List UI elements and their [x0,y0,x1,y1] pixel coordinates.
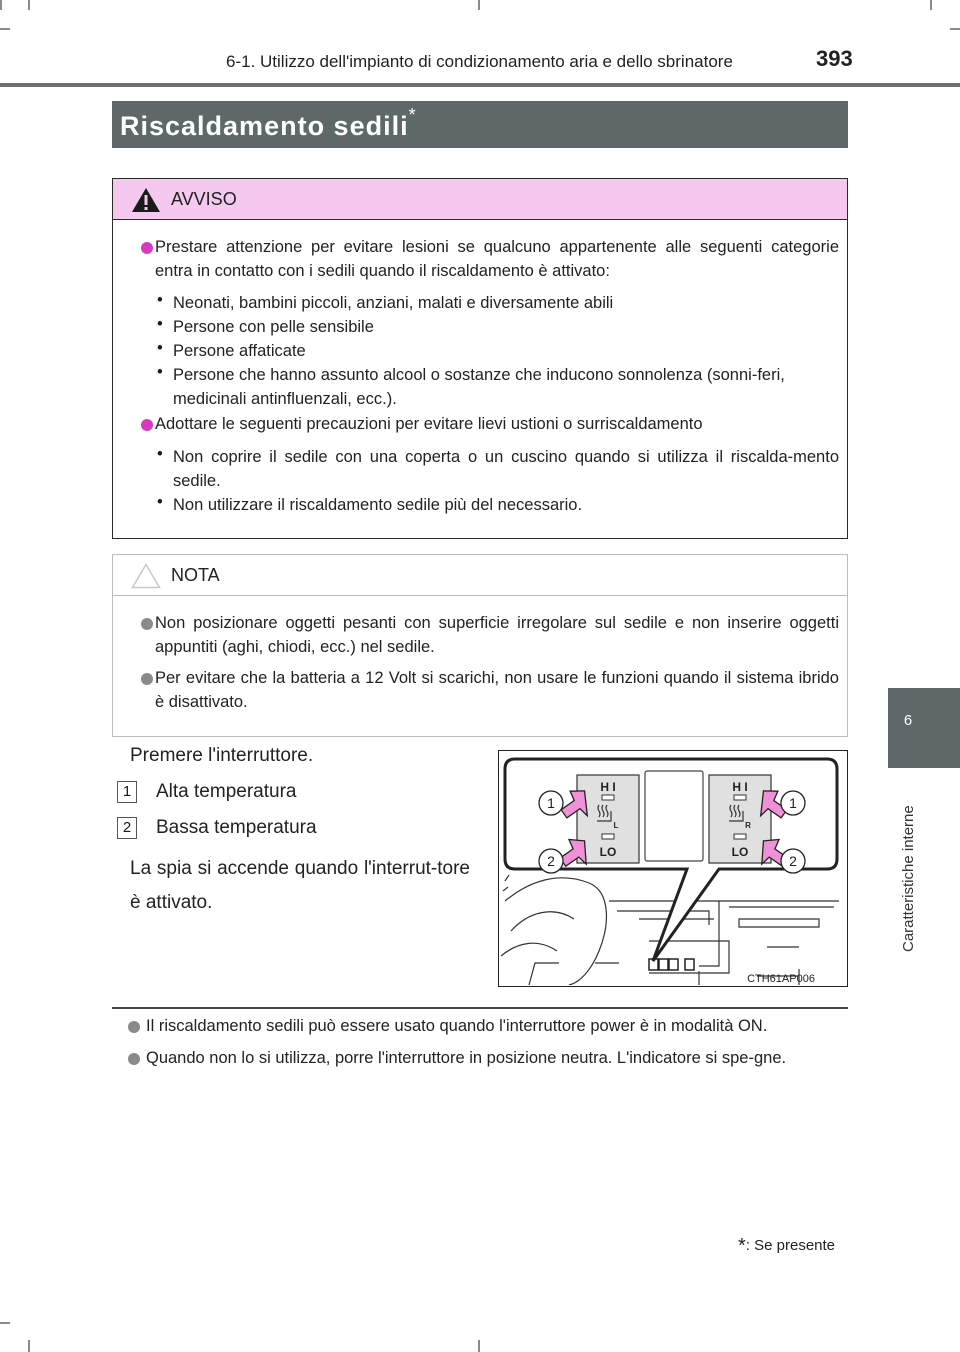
right-hi-label: H I [732,780,748,794]
dot-icon: • [157,339,163,357]
warning-subitem: Non coprire il sedile con una coperta o un cuscino quando si utilizza il riscalda-mento sedile. [173,448,839,490]
section-title [112,101,848,148]
left-hi-label: H I [600,780,616,794]
right-seat-letter: R [745,821,751,830]
warning-item-2: Adottare le seguenti precauzioni per evitare lievi ustioni o surriscaldamento [155,415,703,433]
warning-subitem: Non utilizzare il riscaldamento sedile più del necessario. [173,496,583,514]
crop-mark [930,0,932,10]
crop-mark [28,0,30,10]
warning-subitem: Persone con pelle sensibile [173,318,374,336]
indicator-note: La spia si accende quando l'interrut-tore è attivato. [130,858,470,913]
left-seat-letter: L [613,821,619,830]
chapter-tab-label-text: Caratteristiche interne [900,805,917,952]
section-separator [112,1007,848,1009]
notice-item-2: Per evitare che la batteria a 12 Volt si scarichi, non usare le funzioni quando il sistema ibrido è disattivato. [155,669,839,711]
bullet-icon [128,1053,140,1065]
left-lo-label: LO [599,845,617,859]
dot-icon: • [157,291,163,309]
warning-subitem: Persone affaticate [173,342,306,360]
callout-1-right: 1 [789,795,797,811]
dot-icon: • [157,315,163,333]
instruction-intro: Premere l'interruttore. [130,745,314,766]
dot-icon: • [157,363,163,381]
warning-box [112,178,848,539]
chapter-tab-label [898,780,922,970]
warning-label: AVVISO [171,189,237,209]
step-number-1: 1 [117,781,137,803]
warning-item-1: Prestare attenzione per evitare lesioni se qualcuno appartenente alle seguenti categorie entra in contatto con i sedili quando il riscaldamento è attivato: [155,238,839,280]
bullet-icon [128,1021,140,1033]
page-number: 393 [816,46,853,71]
caution-outline-icon [131,563,161,589]
callout-2-left: 2 [547,853,555,869]
bullet-icon [141,242,153,254]
crop-mark [0,0,2,10]
step-1-text: Alta temperatura [156,781,297,802]
right-lo-label: LO [731,845,749,859]
footnote [738,1233,835,1256]
footnote-text: : Se presente [745,1237,836,1254]
note-1: Il riscaldamento sedili può essere usato quando l'interruttore power è in modalità ON. [146,1017,768,1035]
header-rule [0,83,960,87]
seat-heater-illustration [498,750,848,987]
warning-subitem: Persone che hanno assunto alcool o sostanze che inducono sonnolenza (sonni-feri, medicinali antinfluenzali, ecc.). [173,366,785,408]
warning-subitem: Neonati, bambini piccoli, anziani, malati e diversamente abili [173,294,614,312]
step-2-text: Bassa temperatura [156,817,317,838]
warning-header [113,179,847,220]
notice-box [112,554,848,737]
section-title-star: * [408,105,417,125]
chapter-tab-number: 6 [903,712,913,729]
bullet-icon [141,419,153,431]
note-2: Quando non lo si utilizza, porre l'interruttore in posizione neutra. L'indicatore si spe-gne. [146,1049,787,1067]
crop-mark [950,28,960,30]
seat-heater-switch-diagram [499,751,846,985]
notice-header [113,555,847,596]
crop-mark [478,0,480,10]
dot-icon: • [157,445,163,463]
illustration-code: CTH61AP006 [747,973,815,985]
notice-item-1: Non posizionare oggetti pesanti con superficie irregolare sul sedile e non inserire oggetti appuntiti (aghi, chiodi, ecc.) nel sedile. [155,614,839,656]
crop-mark [28,1340,30,1352]
bullet-icon [141,673,153,685]
crop-mark [478,1340,480,1352]
section-title-text: Riscaldamento sedili [120,111,409,141]
crop-mark [0,1322,10,1324]
warning-icon [131,187,161,213]
chapter-title: 6-1. Utilizzo dell'impianto di condizionamento aria e dello sbrinatore [226,52,733,71]
footnote-star: * [738,1235,746,1257]
bullet-icon [141,618,153,630]
dot-icon: • [157,493,163,511]
callout-2-right: 2 [789,853,797,869]
notice-label: NOTA [171,565,220,585]
step-number-2: 2 [117,817,137,839]
crop-mark [0,28,10,30]
callout-1-left: 1 [547,795,555,811]
